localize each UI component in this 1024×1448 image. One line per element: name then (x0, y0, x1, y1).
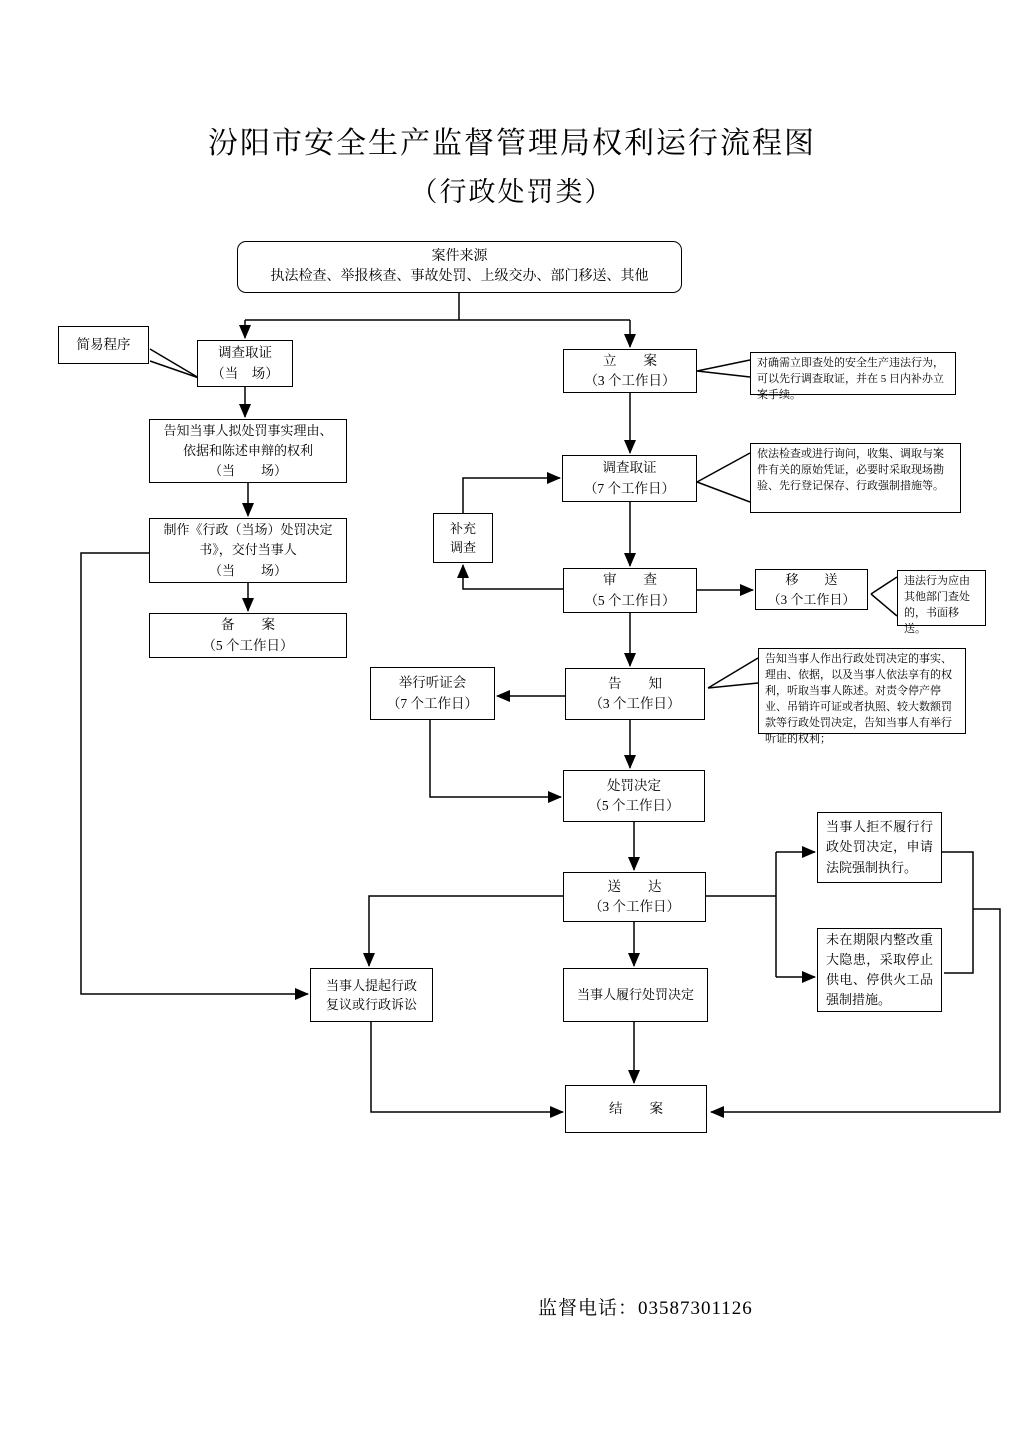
node-line: 当事人拒不履行行政处罚决定，申请法院强制执行。 (826, 819, 933, 875)
node-line: 书》，交付当事人 (199, 542, 297, 558)
flow-node-simple-procedure (58, 326, 149, 364)
node-line: 告 知 (608, 675, 662, 691)
node-line: 复议或行政诉讼 (325, 997, 417, 1012)
node-line: （7 个工作日） (583, 480, 676, 496)
flow-node-case-register (563, 349, 697, 393)
node-line: 调查取证 (218, 345, 272, 361)
flow-node-hearing (370, 667, 495, 720)
node-line: （当 场） (208, 463, 287, 479)
flow-node-penalty-decision (563, 770, 705, 822)
node-line: （5 个工作日） (202, 637, 294, 653)
flow-node-close-case (565, 1085, 707, 1133)
node-line: （7 个工作日） (386, 695, 479, 711)
flow-node-refuse-enforce (817, 812, 942, 883)
flow-node-investigate-onsite (197, 340, 293, 387)
node-line: 调查 (449, 540, 476, 555)
page-title-line2: （行政处罚类） (410, 177, 614, 207)
flow-node-review (563, 568, 697, 613)
node-line: 简易程序 (76, 336, 131, 352)
node-line: 未在期限内整改重大隐患，采取停止供电、停供火工品强制措施。 (826, 931, 933, 1008)
node-line: 当事人提起行政 (325, 977, 417, 993)
node-line: （3 个工作日） (767, 591, 856, 607)
note-investigate: 依法检查或进行询问，收集、调取与案件有关的原始凭证，必要时采取现场勘验、先行登记保存、行政强制措施等。 (750, 443, 961, 513)
node-line: （5 个工作日） (584, 592, 676, 608)
page-title-line1: 汾阳市安全生产监督管理局权利运行流程图 (208, 127, 816, 160)
flow-node-inform-onsite (149, 419, 347, 483)
flow-node-reconsideration (310, 968, 433, 1022)
flow-node-case-source (237, 241, 682, 293)
flow-node-overdue-measures (817, 928, 942, 1012)
note-case-register: 对确需立即查处的安全生产违法行为，可以先行调查取证，并在 5 日内补办立案手续。 (750, 352, 956, 395)
node-line: 送 达 (607, 878, 662, 894)
note-notify: 告知当事人作出行政处罚决定的事实、理由、依据，以及当事人依法享有的权利，听取当事人陈述。对责令停产停业、吊销许可证或者执照、较大数额罚款等行政处罚决定，告知当事人有举行听证的权利； (758, 648, 966, 734)
node-line: 结 案 (609, 1100, 663, 1116)
node-line: （当 场） (208, 562, 287, 578)
node-line: （3 个工作日） (588, 899, 681, 914)
node-line: 案件来源 (431, 248, 488, 264)
flow-node-filing-record (149, 613, 347, 658)
node-line: （5 个工作日） (588, 798, 680, 813)
node-line: 举行听证会 (398, 675, 467, 691)
node-line: 移 送 (785, 572, 838, 587)
node-line: 调查取证 (602, 460, 657, 476)
node-line: 审 查 (603, 572, 657, 588)
node-line: （3 个工作日） (584, 373, 676, 388)
flow-node-transfer (755, 569, 868, 610)
flow-node-supplement-investigation (433, 513, 493, 563)
node-line: 立 案 (603, 352, 657, 368)
node-line: （当 场） (211, 365, 279, 381)
node-line: 执法检查、举报核查、事故处罚、上级交办、部门移送、其他 (270, 269, 649, 284)
supervision-phone: 监督电话：03587301126 (538, 1298, 753, 1319)
node-line: 处罚决定 (607, 777, 661, 793)
page-title (0, 122, 1024, 218)
node-line: 依据和陈述申辩的权利 (182, 442, 313, 458)
node-line: 告知当事人拟处罚事实理由、 (163, 422, 333, 438)
node-line: 补充 (449, 520, 476, 536)
node-line: 备 案 (221, 617, 275, 633)
flow-node-delivery (563, 872, 706, 922)
node-line: 制作《行政（当场）处罚决定 (163, 522, 333, 538)
note-transfer: 违法行为应由其他部门查处的，书面移送。 (897, 570, 986, 626)
flow-node-make-decision-onsite (149, 518, 347, 583)
flow-node-fulfill-decision (563, 968, 708, 1022)
node-line: 当事人履行处罚决定 (576, 987, 694, 1003)
flow-node-notify (565, 668, 705, 720)
flow-node-investigate (562, 455, 697, 502)
node-line: （3 个工作日） (589, 696, 681, 711)
